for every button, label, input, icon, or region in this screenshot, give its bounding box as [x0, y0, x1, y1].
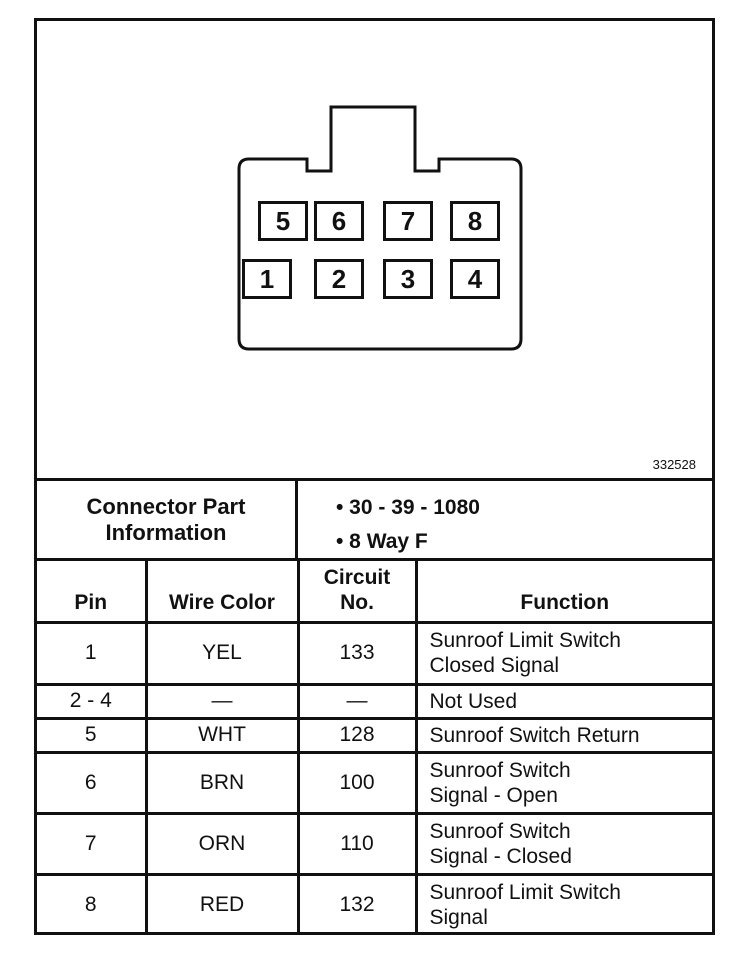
wire-color-cell: RED [146, 874, 298, 935]
pin-label: 3 [400, 263, 416, 294]
pinout-table [37, 561, 712, 935]
pin-cell: 5 [37, 718, 146, 752]
circuit-cell: 100 [298, 752, 416, 813]
pin-label: 4 [467, 263, 483, 294]
connector-info-row [37, 481, 712, 561]
pin-cell: 1 [37, 622, 146, 684]
pin-5-cell [258, 201, 308, 241]
pin-6-cell [314, 201, 364, 241]
table-row [37, 622, 712, 684]
pin-8-cell [450, 201, 500, 241]
table-row [37, 813, 712, 874]
circuit-cell: 132 [298, 874, 416, 935]
wire-color-cell: WHT [146, 718, 298, 752]
circuit-cell: 110 [298, 813, 416, 874]
header-wire-color: Wire Color [146, 561, 298, 622]
table-row [37, 684, 712, 718]
pin-3-cell [383, 259, 433, 299]
pin-1-cell [242, 259, 292, 299]
connector-info-list [298, 481, 712, 558]
table-header-row [37, 561, 712, 622]
function-cell: Not Used [416, 684, 712, 718]
header-pin: Pin [37, 561, 146, 622]
pin-cell: 6 [37, 752, 146, 813]
connector-info-label: Connector Part Information [37, 481, 298, 558]
pin-4-cell [450, 259, 500, 299]
function-cell: Sunroof Switch Signal - Open [416, 752, 712, 813]
circuit-cell: — [298, 684, 416, 718]
header-circuit-no: Circuit No. [298, 561, 416, 622]
wire-color-cell: — [146, 684, 298, 718]
pin-cell: 2 - 4 [37, 684, 146, 718]
circuit-cell: 128 [298, 718, 416, 752]
pin-2-cell [314, 259, 364, 299]
table-row [37, 718, 712, 752]
pin-label: 5 [275, 205, 291, 236]
connector-type: • 8 Way F [336, 530, 428, 553]
wire-color-cell: BRN [146, 752, 298, 813]
header-function: Function [416, 561, 712, 622]
wire-color-cell: ORN [146, 813, 298, 874]
pin-cell: 7 [37, 813, 146, 874]
pin-label: 1 [259, 263, 275, 294]
wire-color-cell: YEL [146, 622, 298, 684]
pin-label: 8 [467, 205, 483, 236]
table-row [37, 752, 712, 813]
pin-label: 2 [331, 263, 347, 294]
pin-7-cell [383, 201, 433, 241]
connector-diagram-frame [34, 18, 715, 935]
function-cell: Sunroof Switch Signal - Closed [416, 813, 712, 874]
table-row [37, 874, 712, 935]
circuit-cell: 133 [298, 622, 416, 684]
connector-illustration-area [37, 21, 712, 481]
part-number: • 30 - 39 - 1080 [336, 496, 480, 519]
function-cell: Sunroof Switch Return [416, 718, 712, 752]
function-cell: Sunroof Limit Switch Closed Signal [416, 622, 712, 684]
connector-outline [37, 21, 712, 478]
pin-cell: 8 [37, 874, 146, 935]
pin-label: 6 [331, 205, 347, 236]
pin-label: 7 [400, 205, 416, 236]
figure-id: 332528 [652, 457, 696, 472]
function-cell: Sunroof Limit Switch Signal [416, 874, 712, 935]
